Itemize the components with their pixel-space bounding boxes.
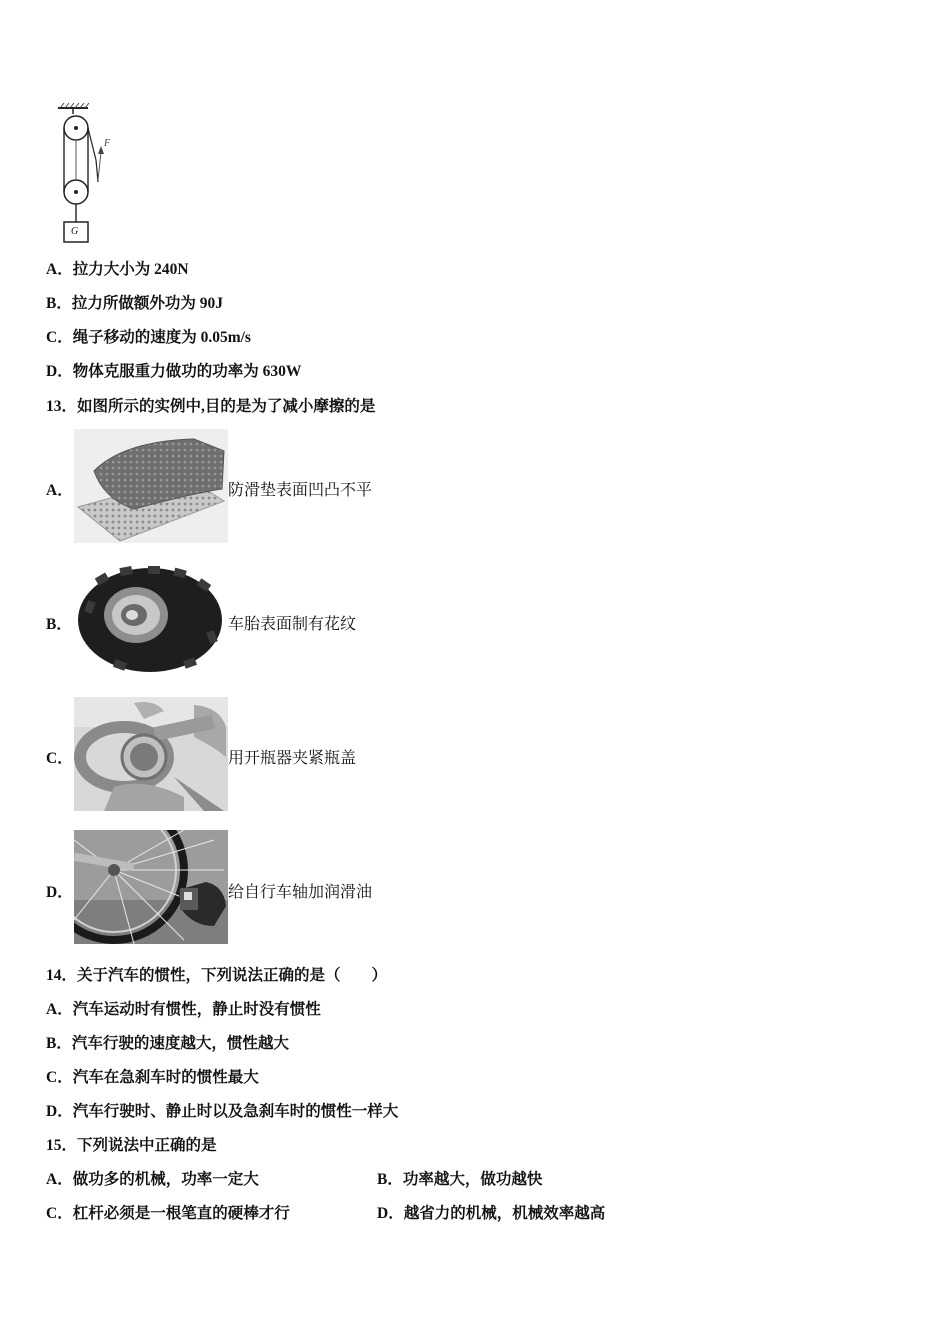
q14-option-a	[46, 1000, 321, 1020]
q13-option-b-letter: B．	[46, 616, 72, 633]
option-text: 汽车行驶时、静止时以及急刹车时的惯性一样大	[72, 1103, 399, 1120]
q13-option-c-caption: 用开瓶器夹紧瓶盖	[228, 750, 357, 767]
option-letter: A．	[46, 1171, 73, 1188]
option-letter: D．	[46, 1103, 73, 1120]
force-label: F	[104, 138, 111, 149]
q13-option-d-caption: 给自行车轴加润滑油	[228, 884, 373, 901]
q14-option-d	[46, 1102, 398, 1122]
option-text: 汽车在急刹车时的惯性最大	[72, 1069, 259, 1086]
option-text: 杠杆必须是一根笔直的硬棒才行	[72, 1205, 290, 1222]
option-letter: C．	[46, 329, 73, 346]
q14-option-b	[46, 1034, 289, 1054]
pulley-diagram	[52, 100, 122, 248]
bicycle-oiling-image	[74, 830, 228, 944]
q13-option-d-letter: D．	[46, 884, 73, 901]
q13-stem: 13．如图所示的实例中,目的是为了减小摩擦的是	[46, 398, 376, 415]
option-letter: D．	[46, 363, 73, 380]
tire-tread-image	[74, 563, 228, 677]
option-text: 越省力的机械，机械效率越高	[403, 1205, 606, 1222]
q15-stem: 15．下列说法中正确的是	[46, 1137, 217, 1154]
option-text: 物体克服重力做功的功率为 630W	[72, 363, 302, 380]
weight-label: G	[71, 226, 79, 237]
option-letter: B．	[46, 295, 72, 312]
option-text: 汽车行驶的速度越大，惯性越大	[71, 1035, 289, 1052]
option-text: 汽车运动时有惯性，静止时没有惯性	[72, 1001, 321, 1018]
option-text: 绳子移动的速度为 0.05m/s	[72, 329, 251, 346]
q14-stem: 14．关于汽车的惯性，下列说法正确的是（ ）	[46, 967, 388, 984]
q15-option-b	[377, 1170, 542, 1190]
option-letter: C．	[46, 1205, 73, 1222]
q14-option-c	[46, 1068, 259, 1088]
q12-option-a	[46, 260, 189, 280]
option-text: 做功多的机械，功率一定大	[72, 1171, 259, 1188]
q13-option-c-letter: C．	[46, 750, 73, 767]
bottle-opener-image	[74, 697, 228, 811]
option-letter: A．	[46, 1001, 73, 1018]
q12-option-c	[46, 328, 251, 348]
option-letter: D．	[377, 1205, 404, 1222]
q12-option-d	[46, 362, 301, 382]
q13-option-b-caption: 车胎表面制有花纹	[228, 616, 357, 633]
option-letter: A．	[46, 261, 73, 278]
option-letter: C．	[46, 1069, 73, 1086]
option-letter: B．	[377, 1171, 403, 1188]
option-letter: B．	[46, 1035, 72, 1052]
q12-option-b	[46, 294, 223, 314]
q15-option-c	[46, 1204, 290, 1224]
option-text: 功率越大，做功越快	[402, 1171, 543, 1188]
option-text: 拉力大小为 240N	[72, 261, 189, 278]
q15-option-d	[377, 1204, 605, 1224]
q13-option-a-caption: 防滑垫表面凹凸不平	[228, 482, 373, 499]
q15-option-a	[46, 1170, 259, 1190]
option-text: 拉力所做额外功为 90J	[71, 295, 223, 312]
anti-slip-mat-image	[74, 429, 228, 543]
q13-option-a-letter: A．	[46, 482, 73, 499]
